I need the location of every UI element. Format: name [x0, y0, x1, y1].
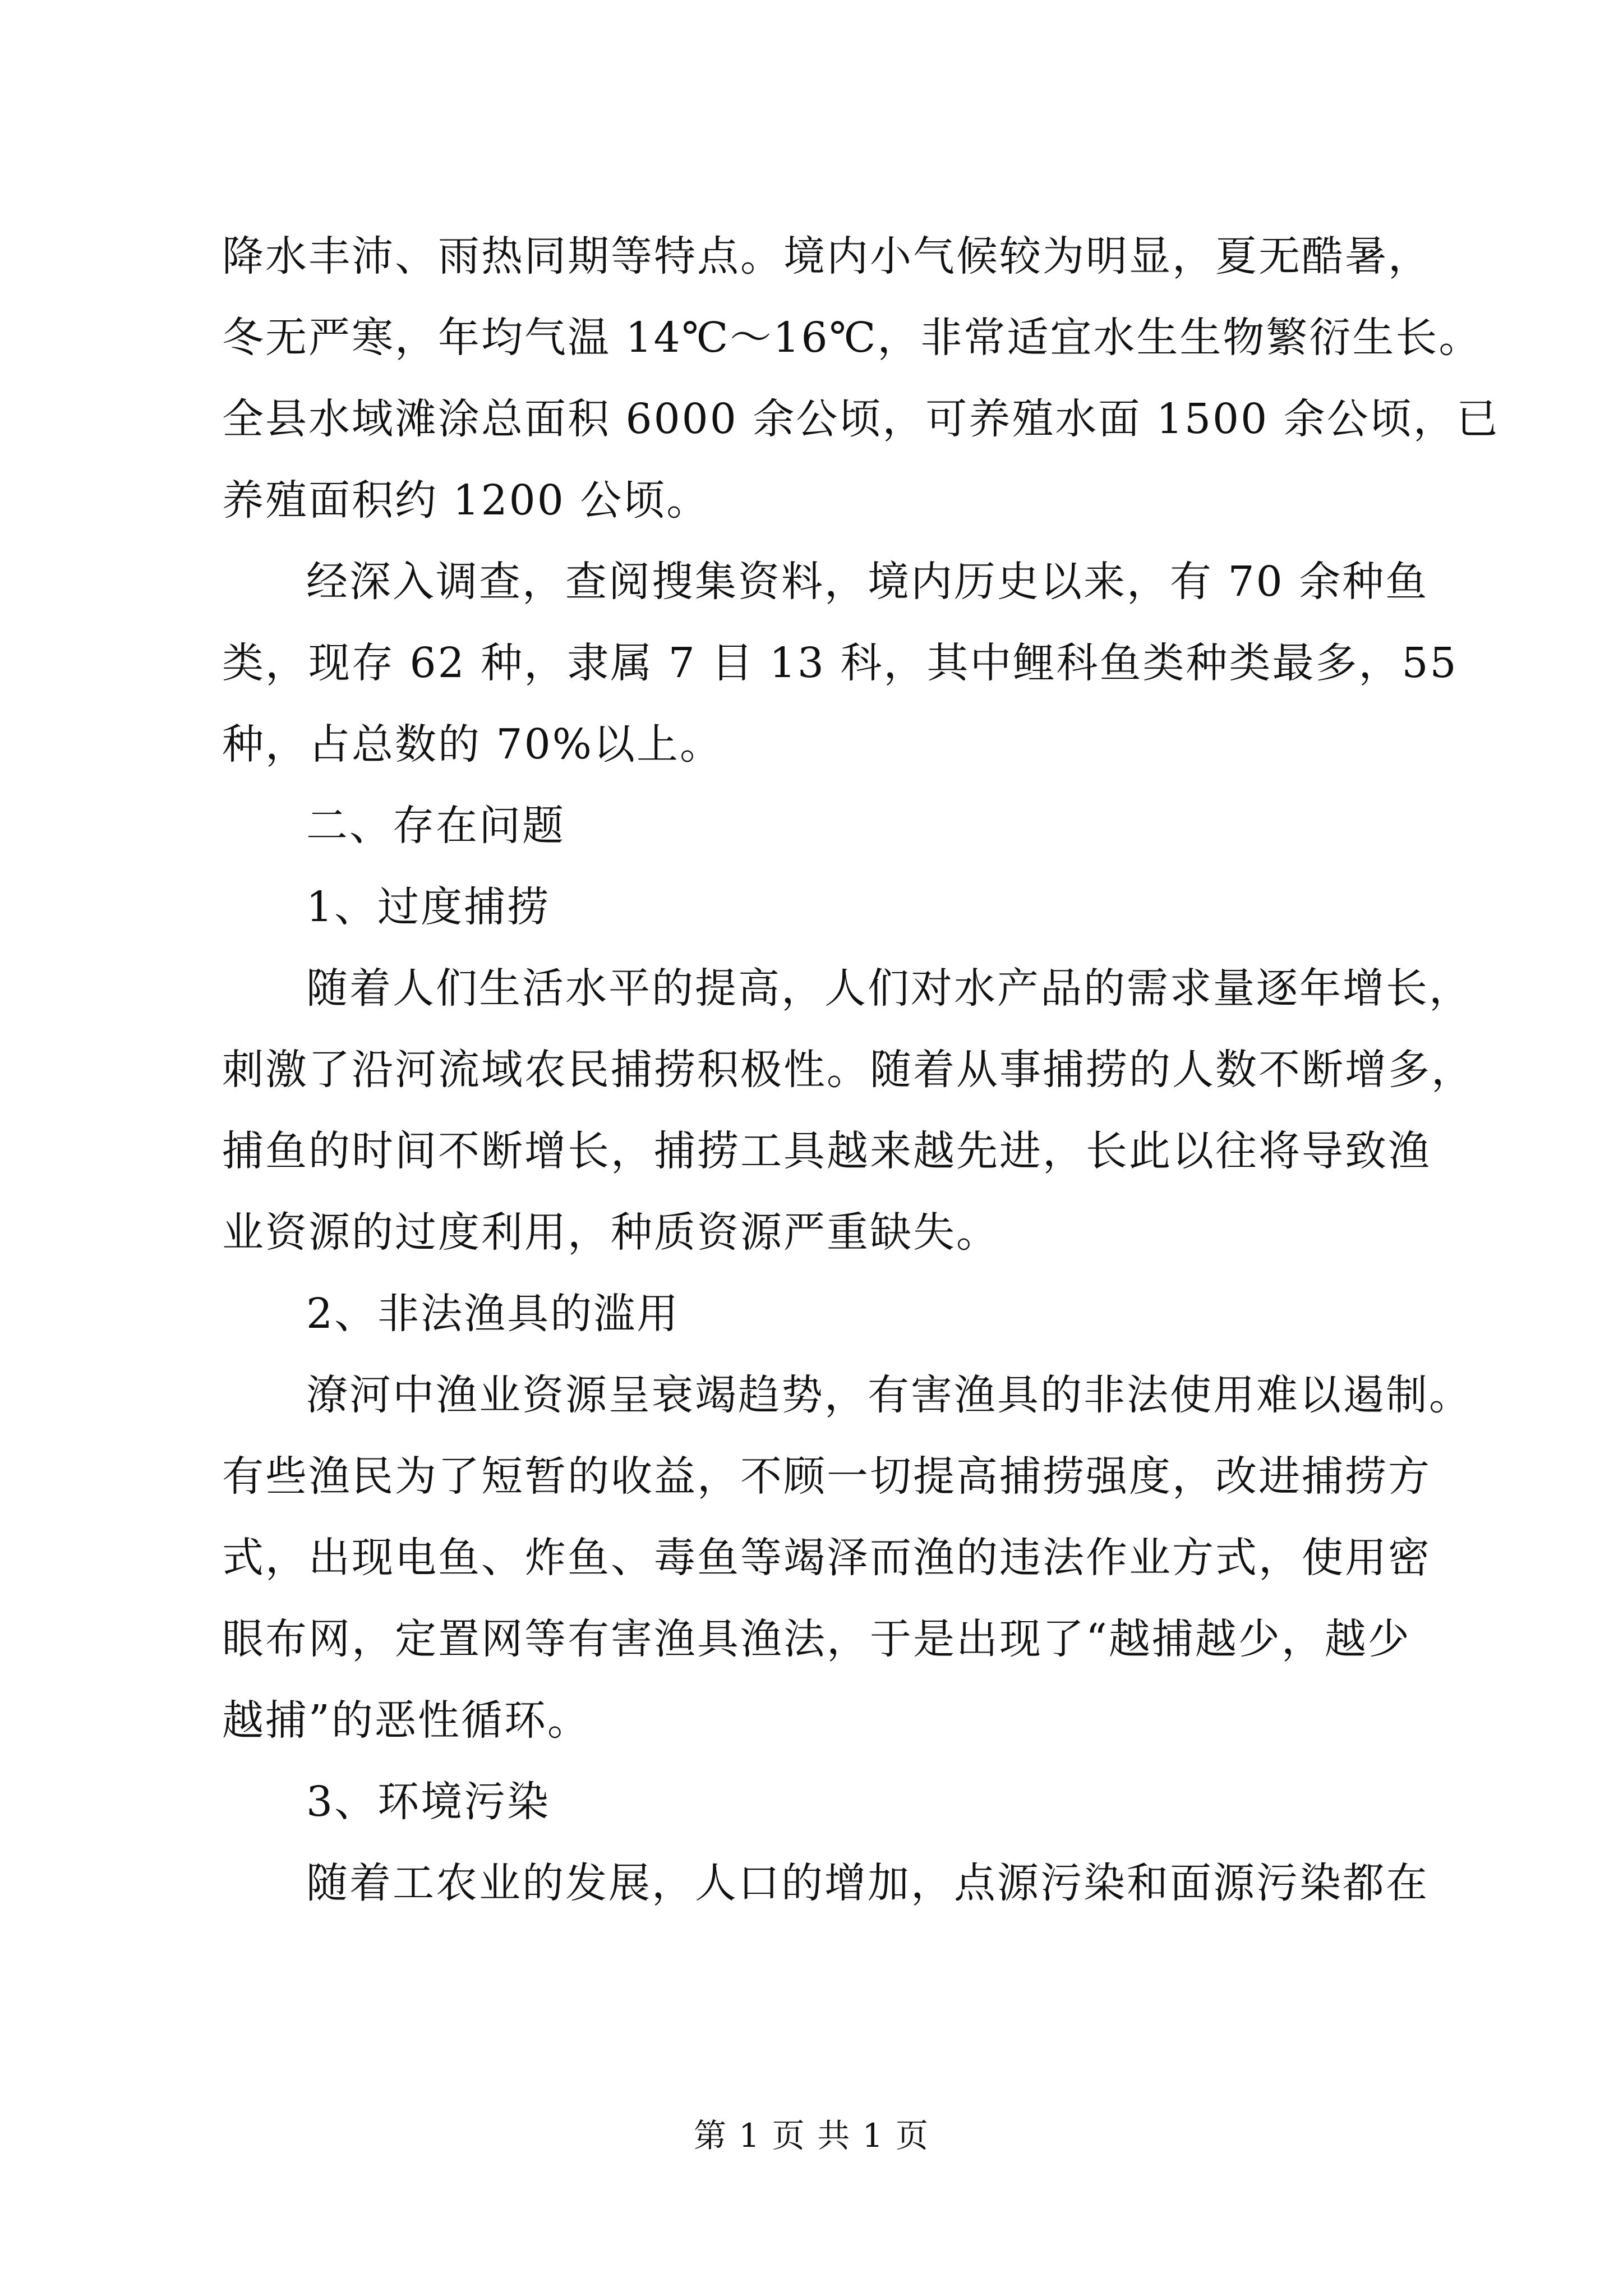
subheading-1: 1、过度捕捞	[306, 883, 551, 931]
text-line-12: 捕鱼的时间不断增长，捕捞工具越来越先进，长此以往将导致渔	[222, 1127, 1431, 1175]
text-line-15: 潦河中渔业资源呈衰竭趋势，有害渔具的非法使用难以遏制。	[306, 1371, 1472, 1419]
text-line-17: 式，出现电鱼、炸鱼、毒鱼等竭泽而渔的违法作业方式，使用密	[222, 1534, 1431, 1582]
subheading-2: 2、非法渔具的滥用	[306, 1290, 680, 1338]
text-line-7: 种，占总数的 70%以上。	[222, 720, 723, 769]
text-line-21: 随着工农业的发展，人口的增加，点源污染和面源污染都在	[306, 1859, 1429, 1907]
text-line-19: 越捕”的恶性循环。	[222, 1696, 591, 1745]
page-footer: 第 1 页 共 1 页	[694, 2116, 929, 2155]
text-line-11: 刺激了沿河流域农民捕捞积极性。随着从事捕捞的人数不断增多，	[222, 1046, 1474, 1094]
text-line-18: 眼布网，定置网等有害渔具渔法，于是出现了“越捕越少，越少	[222, 1615, 1411, 1663]
text-line-2: 冬无严寒，年均气温 14℃～16℃，非常适宜水生生物繁衍生长。	[222, 314, 1482, 362]
subheading-3: 3、环境污染	[306, 1778, 551, 1826]
text-line-4: 养殖面积约 1200 公顷。	[222, 476, 710, 524]
text-line-3: 全县水域滩涂总面积 6000 余公顷，可养殖水面 1500 余公顷，已	[222, 395, 1500, 443]
text-line-6: 类，现存 62 种，隶属 7 目 13 科，其中鲤科鱼类种类最多，55	[222, 639, 1458, 687]
section-heading: 二、存在问题	[306, 802, 565, 850]
text-line-5: 经深入调查，查阅搜集资料，境内历史以来，有 70 余种鱼	[306, 558, 1429, 606]
text-line-16: 有些渔民为了短暂的收益，不顾一切提高捕捞强度，改进捕捞方	[222, 1452, 1431, 1501]
text-line-13: 业资源的过度利用，种质资源严重缺失。	[222, 1208, 999, 1257]
text-line-1: 降水丰沛、雨热同期等特点。境内小气候较为明显，夏无酷暑，	[222, 232, 1431, 280]
text-line-10: 随着人们生活水平的提高，人们对水产品的需求量逐年增长，	[306, 964, 1472, 1013]
